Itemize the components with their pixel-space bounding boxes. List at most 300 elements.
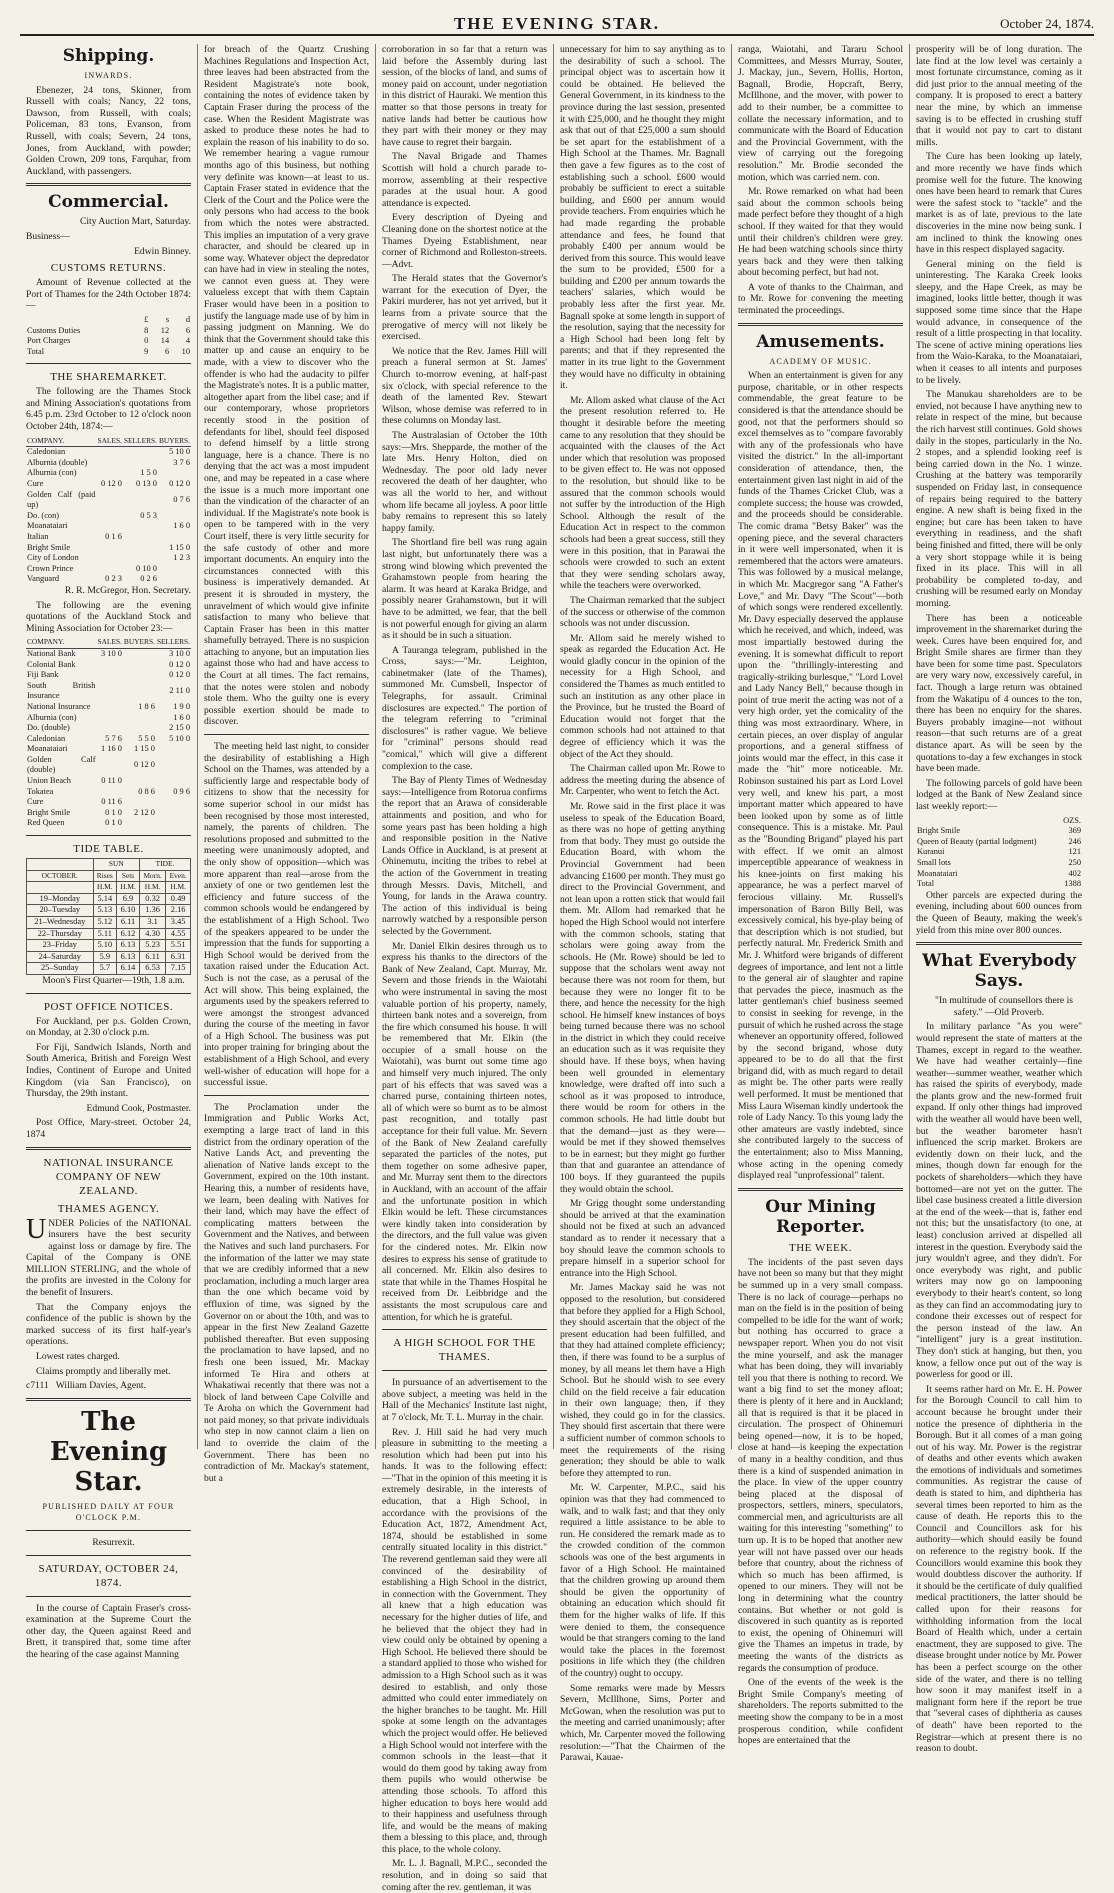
sharemarket-heading: THE SHAREMARKET. [50, 371, 167, 384]
table-cell: National Bank [27, 648, 76, 658]
mining-heading: Our Mining Reporter. [765, 1196, 876, 1237]
col4-p8: Mr. James Mackay said he was not opposed to the resolution, but considered that before they applied for a High School, they should ascertain that the object of the present education had been fulfilled, and that they had attained complete efficiency; then, if there was found to be a surplus of money, by all means let them have a High School. But he should wish to see every child on the field receive a fair education in their own language; then, if they wished, they could go in for the classics. They should first ascertain that there were a sufficient number of common schools to meet the requirements of the rising generation; they should be able to walk before they attempted to run. [560, 1282, 725, 1479]
table-cell: 0 11 0 [101, 776, 122, 786]
issue-date: October 24, 1874. [1000, 16, 1094, 31]
col3-p9: The Bay of Plenty Times of Wednesday says:—Intelligence from Rotorua confirms the report that an Arawa of considerable attainments and position, and who for some years past has been holding a high and responsible position in the Native Lands Office in Auckland, is at present at Ohinemutu, inciting the tribes to rebel at the action of the Government in treating through Messrs. Davis, Mitchell, and Young, for lands in the Arawa country. The action of this individual is being narrowly watched by a responsible person selected by the Government. [382, 775, 547, 937]
table-cell: Red Queen [27, 818, 65, 828]
table-cell [96, 490, 122, 511]
table-cell: 0 13 0 [136, 479, 157, 489]
say-quote: "In multitude of counsellors there is safety." —Old Proverb. [935, 995, 1073, 1018]
table-cell [156, 776, 191, 787]
divider [26, 1596, 191, 1597]
table-cell: Golden Calf (paid up) [27, 489, 96, 510]
shipping-text: Ebenezer, 24 tons, Skinner, from Russell with coals; Nancy, 22 tons, Dawson, from Russell, with coals; Policeman, 83 tons, Evanson, from Russell, with coals; Severn, 24 tons, Jones, from Auckland, with powder; Golden Crown, 209 tons, Farquhar, from Auckland, with passengers. [26, 84, 191, 177]
share-header-row [26, 436, 191, 447]
table-cell: Colonial Bank [27, 659, 76, 669]
table-cell: 1 6 0 [173, 712, 190, 722]
col-header: COMPANY. [26, 637, 96, 648]
col6-p2: The Cure has been looking up lately, and more recently we have finds which promise well for the future. The knowing ones have been heard to remark that Cures were the safest stock to "tackle" and the market is as of late, previous to the late discoveries in the mine now being sunk. I am inclined to think the knowing ones have in this respect displayed sagacity. [916, 151, 1082, 256]
star-motto: Resurrexit. [92, 1537, 135, 1548]
masthead [20, 10, 1094, 36]
table-row [916, 879, 1082, 890]
col-header: Rises [93, 870, 116, 882]
table-cell [96, 660, 122, 671]
customs-label: Total [27, 346, 45, 356]
table-cell: 1 16 0 [100, 744, 122, 754]
table-cell: 6.11 [117, 917, 140, 929]
table-cell: Moanataiari [27, 521, 68, 531]
post-place: Post Office, Mary-street. October 24, 1874 [26, 1117, 191, 1140]
table-cell: 3.1 [139, 917, 165, 929]
table-cell: 3 10 0 [100, 648, 122, 658]
table-cell [96, 787, 122, 798]
table-cell: 5.23 [139, 940, 165, 952]
table-cell: Bright Smile [27, 542, 71, 552]
divider [26, 1147, 191, 1150]
col-header: BUYERS. [158, 436, 191, 447]
divider [204, 1095, 369, 1096]
gold-lodgment-name: Small lots [917, 857, 951, 867]
table-cell: 3 7 6 [173, 457, 190, 467]
table-cell: Crown Prince [27, 563, 74, 573]
col2-p3: The Proclamation under the Immigration and Public Works Act, exempting a large tract of land in this district from the ordinary operation of the Native Lands Act, and preventing the alienation of Native lands except to the Government, expired on the 10th instant. Hearing this, a number of residents have, we learn, been dealing with Natives for their land, which may have the effect of complicating matters between the Government and the Natives, and between the Natives and such land purchasers. For the information of the latter we may state that we are credibly informed that a new proclamation, including a much larger area than the one which became void by effluxion of time, was signed by the Governor on or about the 10th, and was to appear in the first New Zealand Gazette published thereafter. But even supposing the proclamation to have lapsed, and no fresh one been issued, Mr. Mackay informed Te Hira and others at Whakatiwai recently that there was not a block of land between Cape Colville and Te Aroha on which the Government had not paid money, so that private individuals who step in now cannot claim a lien on land to override the claim of the Government. There has been no contradiction of Mr. Mackay's statement, but a [204, 1101, 369, 1484]
customs-label: Customs Duties [27, 325, 81, 335]
col-header: Morn. [139, 870, 165, 882]
table-cell [96, 468, 122, 479]
table-cell: 6.31 [166, 951, 191, 963]
insurance-code: c7111 [26, 1380, 49, 1392]
table-cell: 0 7 6 [173, 494, 190, 504]
table-cell [123, 660, 156, 671]
customs-value: 9 [144, 346, 149, 356]
gold-lodgment-name: Bright Smile [917, 826, 961, 836]
tide-table [26, 858, 191, 975]
table-cell [123, 713, 156, 724]
table-cell: 5 7 6 [105, 733, 122, 743]
col3-p10: Mr. Daniel Elkin desires through us to express his thanks to the directors of the Bank of New Zealand, Capt. Murray, Mr. Severn and those friends in the Waiotahi who were instrumental in saving the most valuable portion of his property, namely, thirteen bank notes and a sovereign, from the fire which consumed his house. It will be remembered that Mr. Elkin (the occupier of a small house on the Waiotahi), was burnt out some time ago and himself very much injured. The only part of his effects that was saved was a charred purse, containing thirteen notes, all of which were so burnt as to be almost past recognition, and totally past acceptance for their full value. Mr. Severn of the Bank of New Zealand carefully separated the particles of the notes, put them together on some adhesive paper, and Mr. Murray sent them to the directors in Auckland, with an account of the affair and the unfortunate position in which Elkin would be left. These circumstances were kindly taken into consideration by the directors, and the full value was given for the cindered notes. Mr. Elkin now desires to express his sense of gratitude to all concerned. Mr. Elkin also desires to state that while in the Thames Hospital he received from Dr. Leibbridge and the assistants the most scrupulous care and attention, for which he is grateful. [382, 940, 547, 1323]
table-row [26, 490, 191, 511]
table-row [26, 648, 191, 659]
divider [26, 183, 191, 186]
table-cell [123, 670, 156, 681]
gold-lodgment-ounces: 246 [1068, 836, 1081, 846]
table-cell: 5.12 [93, 917, 116, 929]
table-cell: 1 2 3 [173, 553, 190, 563]
table-row [26, 553, 191, 564]
auckland-share-table [26, 637, 191, 829]
table-row [26, 660, 191, 671]
table-cell [158, 532, 191, 543]
col6-p7: Other parcels are expected during the evening, including about 600 ounces from the Queen of Beauty, making the week's yield from this mine over 800 ounces. [916, 889, 1082, 936]
table-row [26, 447, 191, 458]
table-cell: 6.12 [117, 928, 140, 940]
table-cell: 5.51 [166, 940, 191, 952]
table-row [26, 468, 191, 479]
gold-lodgment-ounces: 121 [1068, 847, 1081, 857]
insurance-heading: NATIONAL INSURANCE COMPANY OF NEW ZEALAND. [43, 1156, 174, 1197]
table-cell: 19–Monday [27, 893, 94, 905]
customs-value: 8 [144, 325, 149, 335]
gold-lodgment-name: Total [917, 879, 935, 889]
col3-p1: corroboration in so far that a return was laid before the Assembly during last session, of the blocks of land, and sums of money paid on account, under negotiation in this district of Hauraki. We mention this matter so that those persons in treaty for native lands had better be cautious how they part with their money or they may have cause to regret their bargain. [382, 44, 547, 148]
table-cell [156, 797, 191, 808]
col-unit: H.M. [117, 882, 140, 894]
column-2 [198, 44, 376, 1484]
table-row [26, 776, 191, 787]
col5-p3: A vote of thanks to the Chairman, and to Mr. Rowe for convening the meeting terminated the proceedings. [738, 281, 903, 317]
share-rows [26, 648, 191, 829]
table-row [26, 521, 191, 532]
shipping-heading: Shipping. [62, 46, 155, 66]
table-cell: Cure [27, 479, 44, 489]
col6-p6: The following parcels of gold have been lodged at the Bank of New Zealand since last weekly report:— [916, 777, 1082, 812]
table-cell: 6.53 [139, 963, 165, 975]
table-cell [123, 532, 158, 543]
table-cell [123, 776, 156, 787]
col-header: TIDE. [139, 859, 190, 871]
tide-units-row [27, 882, 191, 894]
table-cell: 5.7 [93, 963, 116, 975]
table-cell: 0 1 6 [105, 532, 122, 541]
customs-table [26, 315, 191, 357]
table-cell: 2 12 0 [134, 807, 155, 817]
insurance-p3: Lowest rates charged. [36, 1351, 120, 1363]
table-row [26, 723, 191, 734]
table-row [27, 893, 191, 905]
insurance-footer [26, 1380, 191, 1392]
col-header: SUN [93, 859, 139, 871]
table-cell: 5.11 [93, 928, 116, 940]
customs-value: 6 [185, 325, 190, 335]
table-cell [158, 574, 191, 585]
share-header-row [26, 637, 191, 648]
col-unit: H.M. [139, 882, 165, 894]
star-date: SATURDAY, OCTOBER 24, 1874. [38, 1562, 179, 1589]
col4-p3: The Chairman remarked that the subject of the success or otherwise of the common schools was not under discussion. [560, 594, 725, 630]
col6-p3: General mining on the field is uninteresting. The Karaka Creek looks sleepy, and the Hape Creek, as may be imagined, looks little better, though it was supposed some time since that the Hape would advance, in consequence of the result of a little prospecting in that locality. The scene of active mining operations lies from the Waio-Karaka, to the Moanataiari, when it ceases to all intents and purposes to be lively. [916, 258, 1082, 386]
divider [26, 1398, 191, 1401]
table-row [26, 511, 191, 522]
col2-p1: for breach of the Quartz Crushing Machines Regulations and Inspection Act, three leaves had been abstracted from the Resident Magistrate's note book, containing the notes of evidence taken by Captain Fraser during the process of the case. When the Resident Magistrate was asked to produce these notes he had to explain the reason of his inability to do so. We remember hearing a vague rumour months ago of this business, but nothing very definite was known—at least to us. Captain Fraser stated in evidence that the Clerk of the Court and the Police were the only persons who had access to the book from which the notes were abstracted. This implies an imputation of a very grave character, and should be cleared up in some way. Whatever object the depredator can have had in view in stealing the notes, we cannot even guess at. They were valueless except that with them Captain Fraser would have been in a position to justify the language made use of by him in passing judgment on Manning. We do think that the Government should take this matter up and cause an enquiry to be made, with a view to discover who the offender is who had the audacity to pilfer the Magistrate's notes. It is a public matter, altogether apart from the libel case; and if our contemporary, whose proprietors recently stood in the position of defendants for libel, should feel disposed to defend himself by a little strong language, here is a chance. There is no denying that the act was a most impudent one, and may be repeated in a case where the issue is a much more important one than the vindication of the character of an individual. If the Magistrate's note book is open to be tampered with in the very Court itself, there is very little security for the safe custody of other and more important documents. An enquiry into the circumstances connected with this business is imperatively demanded. At present it is shrouded in mystery, the unravelment of which would give infinite satisfaction to many who believe that Captain Fraser has been in this matter shamefully betrayed. There is no suspicion attaching to anyone, but an imputation lies against those who had and have access to the Court at all times. The fact remains, that the notes were stolen and nobody stole them. Who the guilty one is every possible exertion should be made to discover. [204, 44, 369, 728]
table-cell: 1 15 0 [134, 744, 155, 754]
table-row [26, 670, 191, 681]
sharemarket-signed: R. R. McGregor, Hon. Secretary. [64, 584, 191, 596]
col-header: SELLERS. [123, 436, 158, 447]
table-cell: 0 1 0 [105, 807, 122, 817]
hs-p3: Mr. L. J. Bagnall, M.P.C., seconded the resolution, and in doing so said that coming after the rev. gentleman, it was [382, 1858, 547, 1893]
table-cell: Alburnia (con) [27, 468, 77, 478]
customs-value: 4 [185, 336, 190, 346]
table-row [26, 479, 191, 490]
table-cell: 7.15 [166, 963, 191, 975]
table-row [27, 951, 191, 963]
table-row [26, 574, 191, 585]
column-3 [376, 44, 554, 1893]
gold-lodgment-ounces: 402 [1068, 868, 1081, 878]
insurance-agent: William Davies, Agent. [55, 1380, 146, 1392]
insurance-p1 [26, 1213, 191, 1299]
table-cell: 2 11 0 [169, 686, 190, 696]
table-cell: 0 9 6 [173, 786, 190, 796]
post-heading: POST OFFICE NOTICES. [43, 1000, 174, 1013]
table-cell [123, 648, 156, 659]
amuse-p1: When an entertainment is given for any purpose, charitable, or in other respects commendable, the great feature to be considered is that the attendance should be good, not that the performers should so excel themselves as to "compare favorably with any of the professionals who have visited the district." In the all-important consideration of attendance, then, the entertainment given last night in aid of the funds of the Thames Cricket Club, was a complete success; the house was crowded, and the proceeds should be considerable. The comic drama "Betsy Baker" was the opening piece, and the several characters in it were well impersonated, when it is remembered that the actors were amateurs. This was followed by a musical melange, in which Mr. Macgregor sang "A Father's Love," and Mr. Davy "The Scout"—both of which songs were rendered excellently. Mr. Davy especially deserved the applause which he received, and which, indeed, was most impartially bestowed during the evening. It is somewhat difficult to report upon the "thrillingly-interesting and tragically-striking burlesque," "Lord Lovel and Lady Nancy Bell," because though in point of true merit the acting was not of a very high order, yet the comicality of the thing was most extraordinary. Where, in certain pieces, an over display of angular proportions, and a general stiffness of joints would mar the effect, in this case it made the "hit" more noticeable. Mr. Robinson sustained his part as Lord Lovel very well, and knew his part, a most important matter which appeared to have been looked upon by some as of little consequence. This is a mistake. Mr. Paul as the "Bounding Brigand" played his part with effect. If we omit an almost imperceptible appearance of weakness in his knee-joints on first making his appearance, he was a perfect marvel of ferocious villainy. Mr. Russell's impersonation of Baron Billy Bell, was excessively comical, his bye-play being of that description which is not studied, but perfectly natural. Mr. Frederick Smith and Mr. J. Whitford were brigands of different degrees of importance, and lent not a little to the general air of slaughter and rapine that pervades the piece, inasmuch as the latter gentleman's chief business seemed to consist in seeking for revenge, in the pursuit of which he rushed across the stage whenever an opportunity offered, followed by the second brigand, whose duty appeared to be to do all that the first brigand did, with as much regard to detail as might be. The other parts were really well performed. It must be mentioned that Miss Laura Wiseman kindly undertook the role of Lady Nancy. To this young lady the other amateurs are vastly indebted, since she contributed largely to the success of the entertainment; also to Miss Manning, whose acting in the opening comedy displayed real "unprofessional" talent. [738, 370, 903, 1182]
amusements-sub: ACADEMY OF MUSIC. [769, 356, 872, 366]
table-row [916, 858, 1082, 869]
table-cell: Do. (double) [27, 723, 70, 733]
gold-rows [916, 826, 1082, 890]
say-p2: It seems rather hard on Mr. E. H. Power for the Borough Council to call him to account because he brought under their notice the presence of diphtheria in the Borough. But it all comes of a man going out of his way. Mr. Power is the registrar of deaths and other events which awaken the emotions of individuals and sometimes communities. As registrar the cause of death is stated to him, and diphtheria has several times been reported to him as the cause of death. He reports this to the Council and Councillors ask for his authority—which should easily be found on reference to the registry book. If the Councillors would examine this book they would doubtless discover the authority. If it should be the certificate of duly qualified medical practitioners, the latter should be called upon for their reasons for withholding information from the local Board of Health which, under a certain enactment, they are supposed to give. The disease brought under notice by Mr. Power has been a perfect scourge on the other side of the water, and there is no telling how soon it may manifest itself in a malignant form here if the report be true that "several cases of diphtheria as causes of death" have been reported to the Registrar—which at present there is no reason to doubt. [916, 1383, 1082, 1755]
thames-share-table [26, 436, 191, 585]
customs-value: 10 [181, 346, 190, 356]
gold-lodgment-ounces: 369 [1068, 826, 1081, 836]
gold-unit: OZS. [1063, 815, 1081, 825]
col-header: BUYERS. [123, 637, 156, 648]
table-row [26, 744, 191, 755]
hs-p1: In pursuance of an advertisement to the above subject, a meeting was held in the Hall of the Mechanics' Institute last night, at 7 o'clock, Mr. T. L. Murray in the chair. [382, 1377, 547, 1423]
table-cell: Caledonian [27, 733, 66, 743]
table-cell: 5.10 [93, 940, 116, 952]
col-header [27, 859, 94, 871]
table-cell: 3.45 [166, 917, 191, 929]
table-cell [123, 490, 158, 511]
customs-value: 0 [144, 336, 149, 346]
table-row [26, 787, 191, 798]
table-row [26, 734, 191, 745]
star-lead: In the course of Captain Fraser's cross-examination at the Supreme Court the other day, the Queen against Reed and Brett, it transpired that, some time after the hearing of the case against Manning [26, 1602, 191, 1660]
table-cell: Do. (con) [27, 510, 60, 520]
table-cell: 6.13 [117, 940, 140, 952]
divider [26, 363, 191, 364]
table-cell: 1 9 0 [173, 701, 190, 711]
col4-p7: Mr Grigg thought some understanding should be arrived at that the examination should not be fixed at such an advanced standard as to render it necessary that a boy should leave the common schools to prepare himself in a superior school for entrance into the High School. [560, 1198, 725, 1279]
col-header: Even. [166, 870, 191, 882]
table-cell: 0 12 0 [100, 479, 122, 489]
col6-p4: The Manukau shareholders are to be envied, not because I have anything new to relate in respect of the mine, but because the rich harvest still continues. Gold shows daily in the stopes, particularly in the No. 2 stopes, and a splendid looking reef is being carried down in the No. 1 winze. Crushing at the battery was temporarily suspended on Friday last, in consequence of repairs being required to the battery engine. A new shaft is being fixed in the engine; but care has been taken to have everything in readiness, and the shaft being finished and fitted, there will be only a very short stoppage while it is being fixed in its place. This will in all probability be completed to-day, and crushing will be resumed early on Monday morning. [916, 389, 1082, 609]
table-cell: 21–Wednesday [27, 917, 94, 929]
table-row [27, 963, 191, 975]
table-cell: 0 5 3 [140, 510, 157, 520]
post-signed: Edmund Cook, Postmaster. [86, 1102, 191, 1114]
col4-p1: unnecessary for him to say anything as to the desirability of such a school. The principal object was to ascertain how it could be obtained. He believed the General Government, in its kindness to the province during the last session, presented it with £25,000, and he thought they might ask that out of that £25,000 a sum should be set apart for the establishment of a High School at the Thames. Mr. Bagnall then gave a few figures as to the cost of establishing such a school. £600 would probably be sufficient to erect a suitable building, and £600 per annum would provide teachers. From enquiries which he had made regarding the probable attendance and fees, he found that probably £400 per annum would be derived from this source. This would leave the sum to be provided, £500 for a building and £200 per annum towards the teachers' salaries, which would be probably less after the first year. Mr. Bagnall spoke at some length in support of the resolution, saying that the necessity for a High School had been long felt by parents; and that if they represented the matter in its true light to the Government they would have no difficulty in obtaining it. [560, 44, 725, 392]
table-cell [96, 681, 122, 702]
table-cell: 22–Thursday [27, 928, 94, 940]
tide-heading: TIDE TABLE. [73, 843, 144, 856]
table-row [916, 869, 1082, 880]
table-cell: 5 10 0 [169, 447, 190, 457]
customs-value: 6 [164, 346, 170, 356]
col-unit: H.M. [93, 882, 116, 894]
col4-p2: Mr. Allom asked what clause of the Act the present resolution referred to. He thought it desirable before the meeting came to any resolution that they should be acquainted with the clauses of the Act under which that resolution was proposed to be given effect to. He was not opposed to the resolution, but should like to be assured that the common schools would not suffer by the introduction of the High School. Although the result of the Education Act in respect to the common schools had been a great success, still they were in this position, that in Parawai the schools were crowded to such an extent that they were sending scholars away, while the teachers were overworked. [560, 394, 725, 592]
col-header: SALES. [96, 436, 122, 447]
currency-pence: d [185, 314, 190, 324]
share-rows [26, 447, 191, 585]
insurance-p4: Claims promptly and liberally met. [36, 1365, 171, 1377]
table-cell [123, 458, 158, 469]
table-cell [96, 564, 122, 575]
divider [738, 1188, 903, 1191]
table-cell: 5.9 [93, 951, 116, 963]
table-cell [96, 723, 122, 734]
table-cell: Golden Calf (double) [27, 754, 96, 775]
insurance-p2: That the Company enjoys the confidence of the public is shown by the marked success of its first half-year's operations. [26, 1301, 191, 1348]
table-row [26, 326, 191, 337]
customs-header-row [26, 315, 191, 326]
gold-lodgment-ounces: 1388 [1064, 879, 1081, 889]
col4-p6: Mr. Rowe said in the first place it was useless to speak of the Education Board, as there was no hope of getting anything from that body. They must go outside the Education Board, with whom the Provincial Government had been advancing £1600 per month. They must go direct to the Provincial Government, and not lean upon a rotten stick that would fail them. Mr. Allom had remarked that he hoped the High School would not interfere with the common schools, stating that scholars were going away from the schools. He (Mr. Rowe) should be led to suppose that the scholars went away not because there was not room for them, but because they were no longer fit to be there, and hence the necessity for the high school. He himself knew instances of boys being turned because there was no school in the district in which they could receive an education such as it was requisite they should have. If these boys, when having been well grounded in elementary knowledge, were drafted off into such a school as it was proposed to introduce, there would be room for others in the common schools. He had little doubt but that the demand—just as they were—would be met if they showed themselves to be in earnest; but they might go further than that and guarantee an attendance of 100 boys. If they guaranteed the pupils they would obtain the school. [560, 801, 725, 1195]
col3-p3: Every description of Dyeing and Cleaning done on the shortest notice at the Thames Dyeing Establishment, near corner of Richmond and Rolleston-streets.—Advt. [382, 212, 547, 270]
table-row [26, 818, 191, 829]
table-cell: 4.55 [166, 928, 191, 940]
divider [382, 1370, 547, 1371]
table-cell [96, 511, 122, 522]
table-row [27, 940, 191, 952]
divider [916, 942, 1082, 945]
week-heading: THE WEEK. [789, 1241, 852, 1254]
table-cell: 0 10 0 [136, 563, 157, 573]
table-row [27, 928, 191, 940]
col-header: COMPANY. [26, 436, 96, 447]
table-row [26, 797, 191, 808]
table-cell [156, 808, 191, 819]
col-header: OCTOBER. [27, 870, 94, 882]
table-cell: 1 5 0 [140, 468, 157, 478]
gold-header-row [916, 816, 1082, 827]
table-cell: 0 12 0 [169, 479, 190, 489]
table-cell [156, 818, 191, 829]
table-cell [123, 543, 158, 554]
col-unit: H.M. [166, 882, 191, 894]
table-row [26, 808, 191, 819]
say-p1: In military parlance "As you were" would represent the state of matters at the Thames, except in regard to the weather. We have had weather certainly—fine weather—summer weather, weather which has raised the spirits of everybody, made the plants grow and the new-formed fruit expand. If only other things had improved with the weather all would have been well, but the weather barometer hasn't influenced the scrip market. Brokers are evidently down on their luck, and the mines, though down far enough for the pockets of shareholders—which they have bottomed—are not yet on the gutter. The libel case business created a little diversion at the end of the week—that is, father end not this; but the unsatisfactory (to one, at least) conclusion arrived at dispelled all interest in the question. Everybody said the jury wouldn't agree, and they didn't. For once everybody was right, and public writers may now go on lampooning everybody to their heart's content, so long as they can find an accommodating jury to condone their excesses out of respect for the person instead of the law. An "intelligent" jury is a great institution. They don't stick at hanging, but then, you know, a fellow once put out of the way is powerless for good or ill. [916, 1021, 1082, 1381]
table-cell: 4.30 [139, 928, 165, 940]
table-cell: 6.13 [117, 951, 140, 963]
col6-p5: There has been a noticeable improvement in the sharemarket during the week. Cures have been enquired for, and Bright Smile shares are firmer than they have been for some time past. Speculators are very wary now, excessively careful, in fact. Though a large return was obtained from the Wakatipu of 4 ounces to the ton, there has been no enquiry for the shares. Buyers probably imagine—not without reason—that such returns are of a great distance apart. As will be seen by the quotations to-day a few exchanges in stock have been made. [916, 612, 1082, 775]
commercial-signed: Edwin Binney. [134, 245, 191, 257]
table-row [916, 826, 1082, 837]
table-cell: Fiji Bank [27, 670, 59, 680]
insurance-text: NDER Policies of the NATIONAL insurers have the best security against loss or damage by fire. The Capital of the Company is ONE MILLION STERLING, and the whole of the profits are invested in the Colony for the benefit of Insurers. [26, 1217, 191, 1299]
table-cell [123, 521, 158, 532]
table-cell: 5 10 0 [169, 733, 190, 743]
table-cell [96, 702, 122, 713]
post-auckland: For Auckland, per p.s. Golden Crown, on Monday, at 2.30 o'clock p.m. [26, 1015, 191, 1039]
table-row [27, 905, 191, 917]
col3-p4: The Herald states that the Governor's warrant for the execution of Dyer, the Pakiri murderer, has not yet arrived, but it learns from a private source that the prerogative of mercy will not likely be exercised. [382, 273, 547, 343]
page-columns [20, 44, 1094, 1893]
table-cell: 24–Saturday [27, 951, 94, 963]
divider [26, 1530, 191, 1531]
table-cell: 0 2 6 [140, 574, 157, 584]
table-cell: 0.49 [166, 893, 191, 905]
table-cell: 20–Tuesday [27, 905, 94, 917]
gold-lodgment-name: Kuranui [917, 847, 945, 857]
customs-value: 12 [160, 325, 170, 335]
table-row [26, 336, 191, 347]
table-row [26, 713, 191, 724]
table-row [26, 755, 191, 776]
table-cell: 1 15 0 [169, 542, 190, 552]
col3-p8: A Tauranga telegram, published in the Cross, says:—"Mr. Leighton, cabinetmaker (late of the Thames), summoned Mr. Cumsbell, Inspector of Telegraphs, for assault. Criminal disclosures are expected." The portion of the telegram referring to "criminal disclosures" is rather vague. We believe for "criminal" persons should read "comical," which will give a different complexion to the case. [382, 644, 547, 772]
table-cell [123, 797, 156, 808]
table-cell: Alburnia (double) [27, 457, 88, 467]
table-cell: 3 10 0 [169, 648, 190, 658]
mining-p2: One of the events of the week is the Bright Smile Company's meeting of shareholders. The reports submitted to the meeting show the company to be in a most prosperous condition, while confident hopes are entertained that the [738, 1677, 903, 1747]
table-cell: 5.13 [93, 905, 116, 917]
table-row [26, 564, 191, 575]
table-row [26, 347, 191, 358]
table-cell: Bright Smile [27, 807, 71, 817]
hs-p2: Rev. J. Hill said he had very much pleasure in submitting to the meeting a resolution which had been put into his hands. It was to the following effect:—"That in the opinion of this meeting it is extremely desirable, in the interests of education, that a High School, in accordance with the provisions of the Education Act, 1872, Amendment Act, 1874, should be established in some centrally situated locality in this district." The reverend gentleman said they were all convinced of the desirability of establishing a High School in the district, in connection with the Government. They all knew that a high education was necessary for the higher duties of life, and he believed that the object they had in view could only be obtained by opening a High School. He believed there should be a standard applied to those who wished for admission to a High School such as it was desired to establish, and only those admitted who could enter immediately on the higher branches to be taught. Mr. Hill spoke at some length on the advantages which the project would offer. He believed a High School would not interfere with the common schools in the least—that it would do them good by taking away from them pupils who would otherwise be attending those schools. To afford this higher education to boys here would add to their happiness and usefulness through life, and would be the means of making them a blessing to this place, and, through this place, to the whole colony. [382, 1426, 547, 1855]
col4-p9: Mr. W. Carpenter, M.P.C., said his opinion was that they had commenced to walk, and to walk fast; and that they only required a little assistance to be able to run. He considered the remark made as to the crowded condition of the common schools was one of the best arguments in favor of a High School. He maintained that the children growing up around them should be given the opportunity of obtaining an education which should fit them for the higher walks of life. If this were denied to them, the consequence would be that strangers coming to the land would take the places in the foremost positions in life which they (the children of the country) ought to occupy. [560, 1482, 725, 1679]
column-6 [910, 44, 1088, 1755]
divider [26, 835, 191, 836]
mining-p1: The incidents of the past seven days have not been so many but that they might be summed up in a very small compass. There is no lack of courage—perhaps no man on the field is in the position of being compelled to be idle for the want of work; but nothing has occurred to grace a newspaper report. When you do not visit the mine yourself, and ask the manager what has been doing, they will invariably tell you that there is nothing to record. We want a big find to set the money afloat; there is plenty of it here and in Auckland; all that is required is that it be placed in circulation. The prospect of Ohinemuri being opened—now, it is to be hoped, close at hand—is keeping the expectation of many in a healthy condition, and thus there is a kind of suspended animation in the place. In view of the upper country being placed at the disposal of prospectors, settlers, miners, speculators, commercial men, and agriculturists are all waiting for this interesting "something" to turn up. It is to be hoped that another new year will not have passed over our heads before that country, about the richness of which so much has been affirmed, is opened to our miners. They will not be long in determining what the country contains. But whether or not gold is discovered in such quantity as is reported to exist, the opening of Ohinemuri will give the Thames an impetus in trade, by meeting the wants of the districts as regards the consumption of produce. [738, 1256, 903, 1674]
table-cell: 5 5 0 [138, 733, 155, 743]
table-cell [96, 755, 122, 776]
shipping-sub: INWARDS. [84, 71, 133, 80]
table-cell [158, 511, 191, 522]
currency-shillings: s [165, 314, 170, 324]
table-cell: Cure [27, 797, 44, 807]
star-sub: PUBLISHED DAILY AT FOUR O'CLOCK P.M. [42, 1501, 175, 1523]
table-cell: 6.14 [117, 963, 140, 975]
table-row [916, 837, 1082, 848]
table-cell: National Insurance [27, 701, 91, 711]
col5-p1: ranga, Waiotahi, and Tararu School Committees, and Messrs Murray, Souter, J. Mackay, jun., Severn, Hollis, Horton, Bagnall, Brodie, Hopcraft, Berry, McIllhone, and the mover, with power to add to their number, be a committee to collate the necessary information, and to communicate with the Board of Education and the Provincial Government, with the view of carrying out the foregoing resolution." Mr. Brodie seconded the motion, which was carried nem. con. [738, 44, 903, 183]
divider [26, 993, 191, 994]
col-header: SELLERS. [156, 637, 191, 648]
sharemarket-text: The following are the Thames Stock and Mining Association's quotations from 6.45 p.m. 23rd October to 12 o'clock noon October 24th, 1874:— [26, 386, 191, 433]
table-cell: 0 2 3 [105, 574, 122, 584]
table-cell [123, 681, 156, 702]
table-row [916, 847, 1082, 858]
everybody-says-heading: What Everybody Says. [922, 951, 1076, 992]
divider [382, 1329, 547, 1330]
table-cell: City of London [27, 553, 79, 563]
table-cell: 6.9 [117, 893, 140, 905]
gold-lodgment-name: Queen of Beauty (partial lodgment) [917, 836, 1037, 846]
auction-mart: City Auction Mart, Saturday. [79, 216, 191, 228]
customs-text: Amount of Revenue collected at the Port of Thames for the 24th October 1874:— [26, 277, 191, 312]
table-cell: 6.11 [139, 951, 165, 963]
table-cell [123, 447, 158, 458]
table-cell [96, 447, 122, 458]
table-cell: 0.32 [139, 893, 165, 905]
high-school-heading: A HIGH SCHOOL FOR THE THAMES. [393, 1337, 536, 1364]
tide-header-row [27, 870, 191, 882]
table-cell [96, 521, 122, 532]
gold-table [916, 816, 1082, 890]
table-cell [96, 713, 122, 724]
table-cell: Italian [27, 532, 49, 541]
table-cell: 1 6 0 [173, 521, 190, 531]
dropcap-letter: U [26, 1213, 47, 1245]
col5-p2: Mr. Rowe remarked on what had been said about the common schools being made perfect before they thought of a high school. If they waited for that they would until their children's children were grey. He had been watching schools since thirty years back and they were then talking about becoming perfect, but had not. [738, 186, 903, 279]
table-cell [156, 744, 191, 755]
table-row [26, 702, 191, 713]
table-cell [158, 564, 191, 575]
column-4 [554, 44, 732, 1764]
column-5 [732, 44, 910, 1747]
col6-p1: prosperity will be of long duration. The late find at the low level was certainly a most fortunate circumstance, coming as it did just prior to the annual meeting of the company. It is proposed to erect a battery near the mine, by which an immense saving is to be effected in crushing stuff that it would not pay to cart to distant mills. [916, 44, 1082, 148]
table-cell [156, 755, 191, 776]
col-header: Sets [117, 870, 140, 882]
table-cell: 0 11 6 [101, 797, 122, 807]
col4-p4: Mr. Allom said he merely wished to speak as regarded the Education Act. He would gladly concur in the opinion of the necessity for a High School, and considered the Thames as much entitled to such an institution as any other place in the Province, but he trusted the Board of Education would not forget that the common schools had not attained to that degree of efficiency which it was the object of the Act they should. [560, 632, 725, 760]
table-cell: 0 12 0 [134, 760, 155, 770]
table-row [26, 458, 191, 469]
